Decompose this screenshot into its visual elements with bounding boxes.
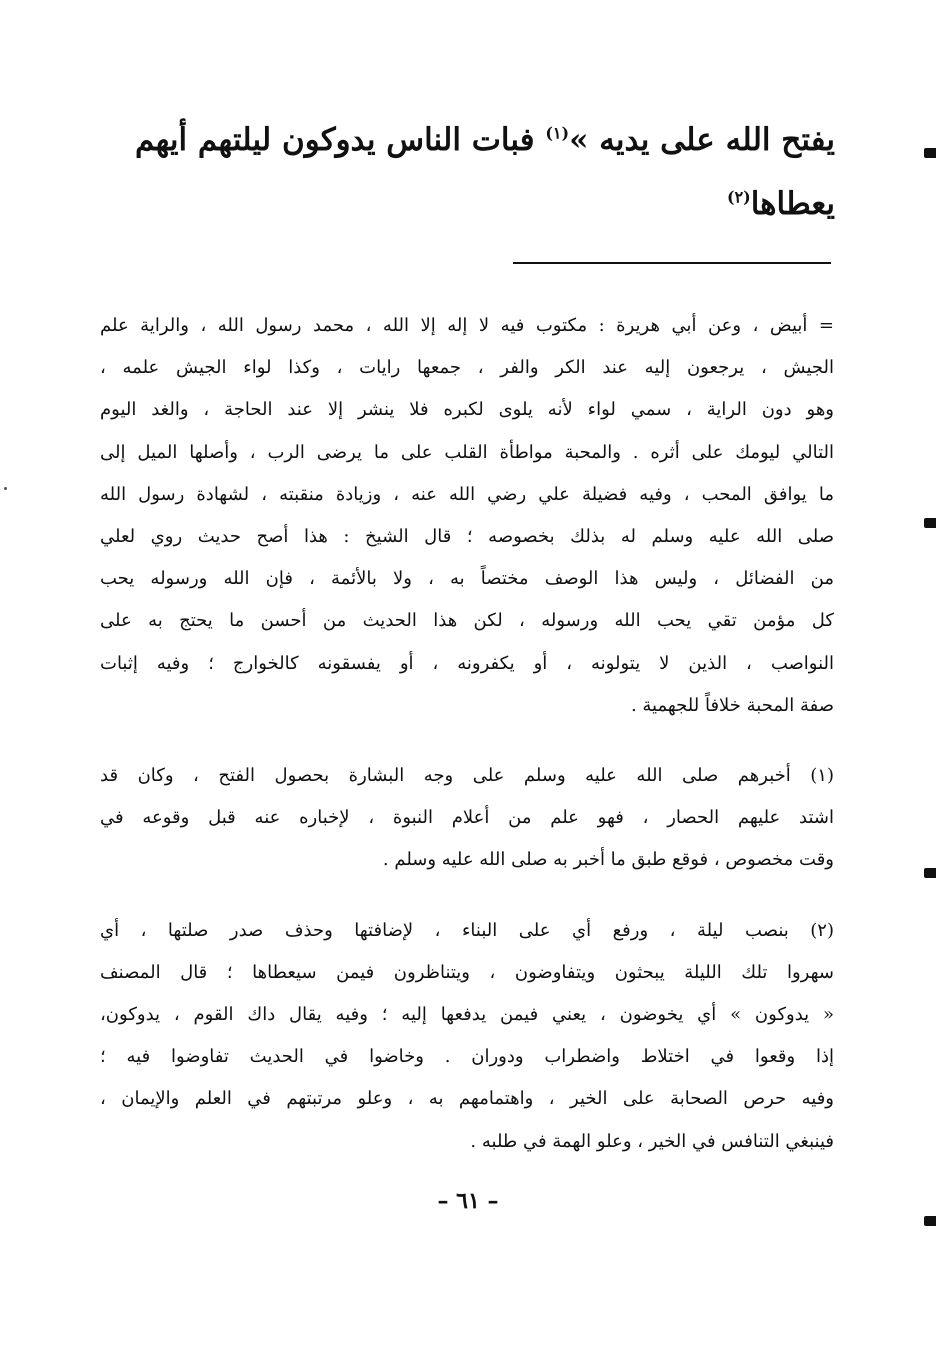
footnote-line: وقت مخصوص ، فوقع طبق ما أخبر به صلى الله عليه وسلم . [382,849,834,871]
scan-speck [4,487,7,490]
footnote-continuation [100,305,834,727]
footnote-line: وفيه حرص الصحابة على الخير ، واهتمامهم به ، وعلو مرتبتهم في العلم والإيمان ، [100,1088,834,1110]
footnote-line: = أبيض ، وعن أبي هريرة : مكتوب فيه لا إله إلا الله ، محمد رسول الله ، والراية علم [100,315,834,336]
scan-edge-mark [924,518,936,528]
footnote-line: فينبغي التنافس في الخير ، وعلو الهمة في طلبه . [470,1130,834,1152]
footnote-line: كل مؤمن تقي يحب الله ورسوله ، لكن هذا الحديث من أحسن ما يحتج به على [100,610,834,632]
main-text-segment-a: يفتح الله على يديه » [569,122,835,158]
scan-edge-mark [924,1216,936,1226]
footnote-line: « يدوكون » أي يخوضون ، يعني فيمن يدفعها إليه ؛ وفيه يقال داك القوم ، يدوكون، [100,1004,834,1026]
footnote-line: صلى الله عليه وسلم له بذلك بخصوصه ؛ قال الشيخ : هذا أصح حديث روي لعلي [100,526,834,548]
footnotes-section [100,305,834,1163]
footnote-line: الجيش ، يرجعون إليه عند الكر والفر ، جمعها رايات ، وكذا لواء الجيش علمه ، [100,357,834,379]
footnote-line: إذا وقعوا في اختلاط واضطراب ودوران . وخاضوا في الحديث تفاوضوا فيه ؛ [100,1046,834,1068]
footnote-line: (٢) بنصب ليلة ، ورفع أي على البناء ، لإضافتها وحذف صدر صلتها ، أي [100,919,834,941]
main-text-line-2 [100,172,835,236]
main-text-line-1 [100,108,835,172]
footnote-line: ما يوافق المحب ، وفيه فضيلة علي رضي الله عنه ، وزيادة منقبته ، لشهادة رسول الله [100,483,834,505]
footnote-line: اشتد عليهم الحصار ، فهو علم من أعلام النبوة ، لإخباره عنه قبل وقوعه في [100,807,834,829]
footnote-line: النواصب ، الذين لا يتولونه ، أو يكفرونه ، أو يفسقونه كالخوارج ؛ وفيه إثبات [100,652,834,674]
footnote-spacer [100,882,834,910]
footnote-2 [100,910,834,1163]
main-text-segment-c: يعطاها [750,186,835,222]
footnote-line: وهو دون الراية ، سمي لواء لأنه يلوى لكبره فلا ينشر إلا عند الحاجة ، والغد اليوم [100,399,834,421]
footnote-ref-1: (١) [545,123,570,143]
footnote-line: صفة المحبة خلافاً للجهمية . [630,694,834,716]
footnote-1 [100,755,834,882]
page-number: – ٦١ – [437,1188,499,1214]
main-text-segment-b: فبات الناس يدوكون ليلتهم أيهم [134,122,546,158]
footnote-ref-2: (٢) [726,187,751,207]
footnote-spacer [100,727,834,755]
footnote-line: من الفضائل ، وليس هذا الوصف مختصاً به ، ولا بالأئمة ، فإن الله ورسوله يحب [100,568,834,590]
footnote-separator-rule [513,262,831,264]
main-hadith-text [100,108,835,236]
scan-edge-mark [924,148,936,158]
footnote-line: التالي ليومك على أثره . والمحبة مواطأة القلب على ما يرضى الرب ، وأصلها الميل إلى [100,441,834,463]
scan-edge-mark [924,868,936,878]
footnote-line: سهروا تلك الليلة يبحثون ويتفاوضون ، ويتناظرون فيمن سيعطاها ؛ قال المصنف [100,961,834,983]
footnote-line: (١) أخبرهم صلى الله عليه وسلم على وجه البشارة بحصول الفتح ، وكان قد [100,765,834,787]
